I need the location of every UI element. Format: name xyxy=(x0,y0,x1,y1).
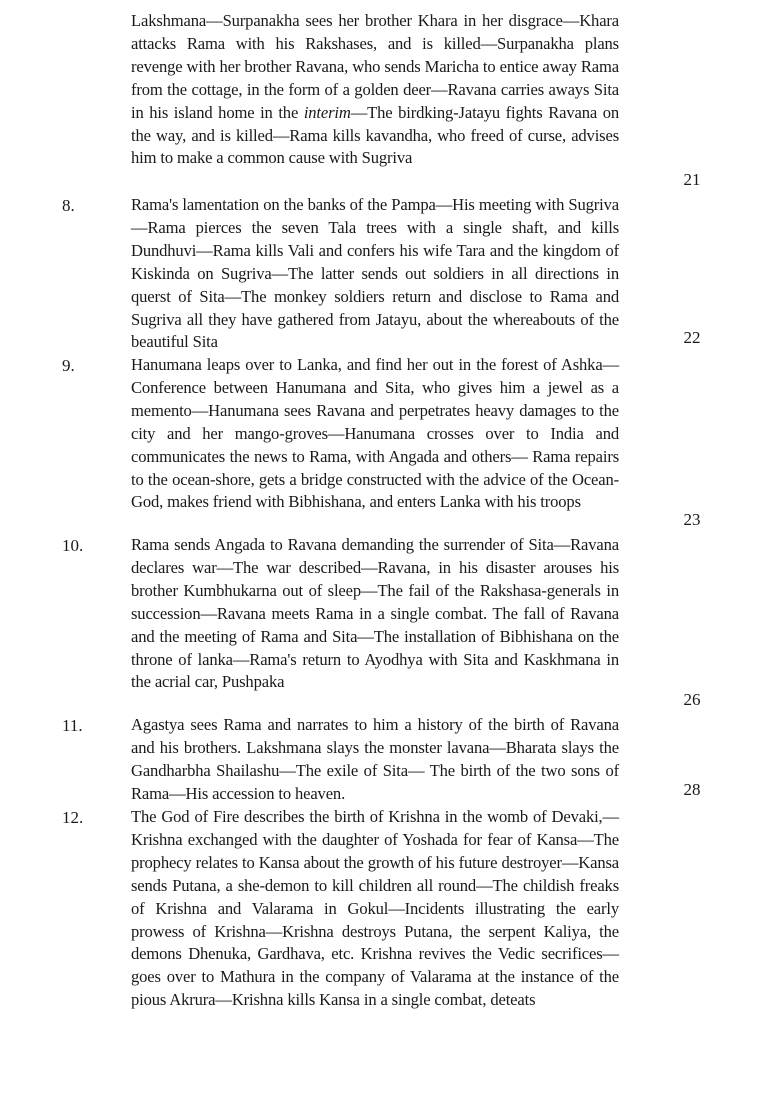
entry-number: 12. xyxy=(62,808,84,827)
entry-page-number: 28 xyxy=(683,780,701,799)
entry-text: The God of Fire describes the birth of Krishna in the womb of Devaki,—Krishna exchanged with the daughter of Yoshada for fear of Kansa—The prophecy relates to Kansa about the growth of his future destroyer—Kansa sends Putana, a she-demon to kill children all round—The childish freaks of Krishna and Valarama in Gokul—Incidents illustrating the early prowess of Krishna—Krishna destroys Putana, the serpent Kaliya, the demons Dhenuka, Gardhava, etc. Krishna revives the Vedic secrifices—goes over to Mathura in the company of Valarama at the instance of the pious Akrura—Krishna kills Kansa in a single combat, deteats xyxy=(131,807,619,1010)
entry-number: 10. xyxy=(62,536,84,555)
entry-text-emphasis: interim xyxy=(303,102,351,122)
entry-number: 11. xyxy=(62,716,83,735)
entry-page-number: 26 xyxy=(683,690,701,709)
entry-page-number: 21 xyxy=(683,170,701,189)
entry-number: 8. xyxy=(62,196,75,215)
entry-number: 9. xyxy=(62,356,75,375)
entry-text xyxy=(131,10,619,170)
entry-text: Hanumana leaps over to Lanka, and find her out in the forest of Ashka—Conference between Hanumana and Sita, who gives him a jewel as a memento—Hanumana sees Ravana and perpetrates heavy damages to the city and her mango-groves—Hanumana crosses over to India and communicates the news to Rama, with Angada and others— Rama repairs to the ocean-shore, gets a bridge constructed with the advice of the Ocean-God, makes friend with Bibhishana, and enters Lanka with his troops xyxy=(131,355,619,512)
entry-page-number: 23 xyxy=(683,510,701,529)
entry-text-part: —The birdking-Jatayu fights Ravana on the way, and is killed—Rama kills kavandha, who freed of curse, advises him to make a common cause with Sugriva xyxy=(131,102,620,168)
entry-text: Rama's lamentation on the banks of the Pampa—His meeting with Sugriva—Rama pierces the seven Tala trees with a single shaft, and kills Dundhuvi—Rama kills Vali and confers his wife Tara and the kingdom of Kiskinda on Sugriva—The latter sends out soldiers in all directions in querst of Sita—The monkey soldiers return and disclose to Rama and Sugriva all they have gathered from Jatayu, about the whereabouts of the beautiful Sita xyxy=(131,195,619,352)
entry-text-part: Lakshmana—Surpanakha sees her brother Khara in her disgrace—Khara attacks Rama with his Rakshases, and is killed—Surpanakha plans revenge with her brother Ravana, who sends Maricha to entice away Rama from the cottage, in the form of a golden deer—Ravana carries aways Sita in his island home in the xyxy=(131,11,619,122)
entry-page-number: 22 xyxy=(683,328,701,347)
entry-text: Rama sends Angada to Ravana demanding the surrender of Sita—Ravana declares war—The war described—Ravana, in his disaster arouses his brother Kumbhukarna out of sleep—The fail of the Rakshasa-generals in succession—Ravana meets Rama in a single combat. The fall of Ravana and the meeting of Rama and Sita—The installation of Bibhishana on the throne of lanka—Rama's return to Ayodhya with Sita and Kaskhmana in the acrial car, Pushpaka xyxy=(131,535,619,692)
entry-text: Agastya sees Rama and narrates to him a history of the birth of Ravana and his brothers. Lakshmana slays the monster lavana—Bharata slays the Gandharbha Shailashu—The exile of Sita— The birth of the two sons of Rama—His accession to heaven. xyxy=(131,715,619,803)
